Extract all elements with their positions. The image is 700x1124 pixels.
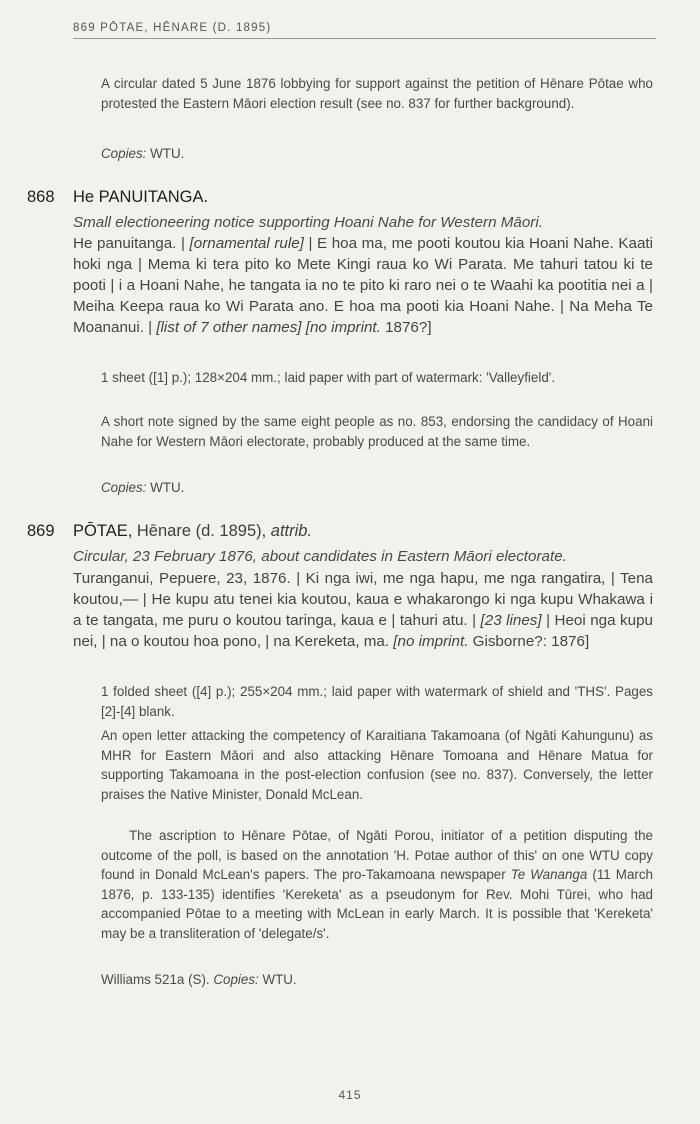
heading-surname: PŌTAE, — [73, 522, 133, 540]
copies-label: Copies: — [101, 480, 147, 495]
copies-label: Copies: — [101, 146, 147, 161]
entry-869-note-1: An open letter attacking the competency of Karaitiana Takamoana (of Ngāti Kahungunu) as MHR for Eastern Māori and also attacking Hēnare Tomoana and Hēnare Matua for supporting Takamoana in the post-election confusion (see no. 837). Conversely, the letter praises the Native Minister, Donald McLean. — [101, 728, 653, 802]
entry-869-references — [101, 970, 653, 990]
transcription-text: 1876?] — [380, 319, 432, 336]
copies-value: WTU. — [146, 480, 185, 495]
entry-868-heading: He PANUITANGA. — [73, 188, 209, 206]
page-number: 415 — [338, 1088, 362, 1102]
entry-868-note: A short note signed by the same eight people as no. 853, endorsing the candidacy of Hoani Nahe for Western Māori electorate, probably produced at the same time. — [101, 414, 653, 449]
copies-value: WTU. — [258, 972, 297, 987]
intro-copies — [101, 144, 653, 164]
copies-value: WTU. — [146, 146, 185, 161]
entry-869-heading — [73, 522, 312, 541]
entry-868-number: 868 — [27, 188, 55, 206]
entry-869-physical: 1 folded sheet ([4] p.); 255×204 mm.; laid paper with watermark of shield and 'THS'. Pages [2]-[4] blank. — [101, 684, 653, 719]
intro-note-text: A circular dated 5 June 1876 lobbying for support against the petition of Hēnare Pōtae who protested the Eastern Māori election result (see no. 837 for further background). — [101, 76, 653, 111]
entry-869-transcription — [73, 568, 653, 652]
copies-label: Copies: — [213, 972, 259, 987]
entry-868-description: Small electioneering notice supporting Hoani Nahe for Western Māori. — [73, 214, 543, 231]
transcription-editorial: [23 lines] — [480, 612, 542, 629]
transcription-editorial: [no imprint. — [305, 319, 381, 336]
transcription-text: Gisborne?: 1876] — [468, 633, 590, 650]
entry-868-copies — [101, 478, 653, 498]
transcription-text: Turanganui, Pepuere, 23, 1876. | Ki nga iwi, me nga hapu, me nga rangatira, | Tena koutou,— | He kupu atu tenei kia koutou, kaua e whakarongo ki nga kupu Whakawa i a te tangata, me puru o koutou taringa, kaua e | tahuri atu. | — [73, 570, 653, 629]
transcription-text: | Heoi nga kupu nei, | na o koutou hoa pono, | na Kereketa, ma. — [73, 612, 653, 650]
note-text: (11 March 1876, p. 133-135) identifies 'Kereketa' as a pseudonym for Rev. Mohi Tūrei, who had accompanied Pōtae to a meeting with McLean in early March. It is possible that 'Kereketa' may be a transliteration of 'delegate/s'. — [101, 867, 653, 941]
entry-869-description: Circular, 23 February 1876, about candidates in Eastern Māori electorate. — [73, 548, 567, 565]
transcription-editorial: [no imprint. — [393, 633, 469, 650]
intro-note — [101, 74, 653, 113]
heading-attribution: attrib. — [270, 522, 313, 540]
transcription-editorial: [list of 7 other names] — [156, 319, 302, 336]
heading-given-name: Hēnare — [132, 522, 191, 540]
transcription-editorial: [ornamental rule] — [189, 235, 304, 252]
transcription-text: | E hoa ma, me pooti koutou kia Hoani Nahe. Kaati hoki nga | Mema ki tera pito ko Mete Kingi raua ko Wi Parata. Me tahuri tatou ki te pooti | i a Hoani Nahe, he tangata ia no te pito ki raro nei o te Waahi ka pootitia nei a | Meiha Keepa raua ko Wi Parata ano. E hoa ma pooti kia Hoani Nahe. | Na Meha Te Moananui. | — [73, 235, 653, 336]
note-text: The ascription to Hēnare Pōtae, of Ngāti Porou, initiator of a petition disputing the outcome of the poll, is based on the annotation 'H. Potae author of this' on one WTU copy found in Donald McLean's papers. The pro-Takamoana newspaper — [101, 828, 653, 883]
reference-text: Williams 521a (S). — [101, 972, 214, 987]
newspaper-title: Te Wananga — [510, 867, 588, 883]
entry-869-note-2 — [101, 826, 653, 944]
entry-869-number: 869 — [27, 522, 55, 540]
entry-868-transcription — [73, 233, 653, 338]
entry-868-physical: 1 sheet ([1] p.); 128×204 mm.; laid paper with part of watermark: 'Valleyfield'. — [101, 370, 556, 385]
running-head: 869 PŌTAE, HĒNARE (D. 1895) — [73, 22, 656, 39]
transcription-text: He panuitanga. | — [73, 235, 190, 252]
heading-dates: (d. 1895), — [191, 522, 271, 540]
